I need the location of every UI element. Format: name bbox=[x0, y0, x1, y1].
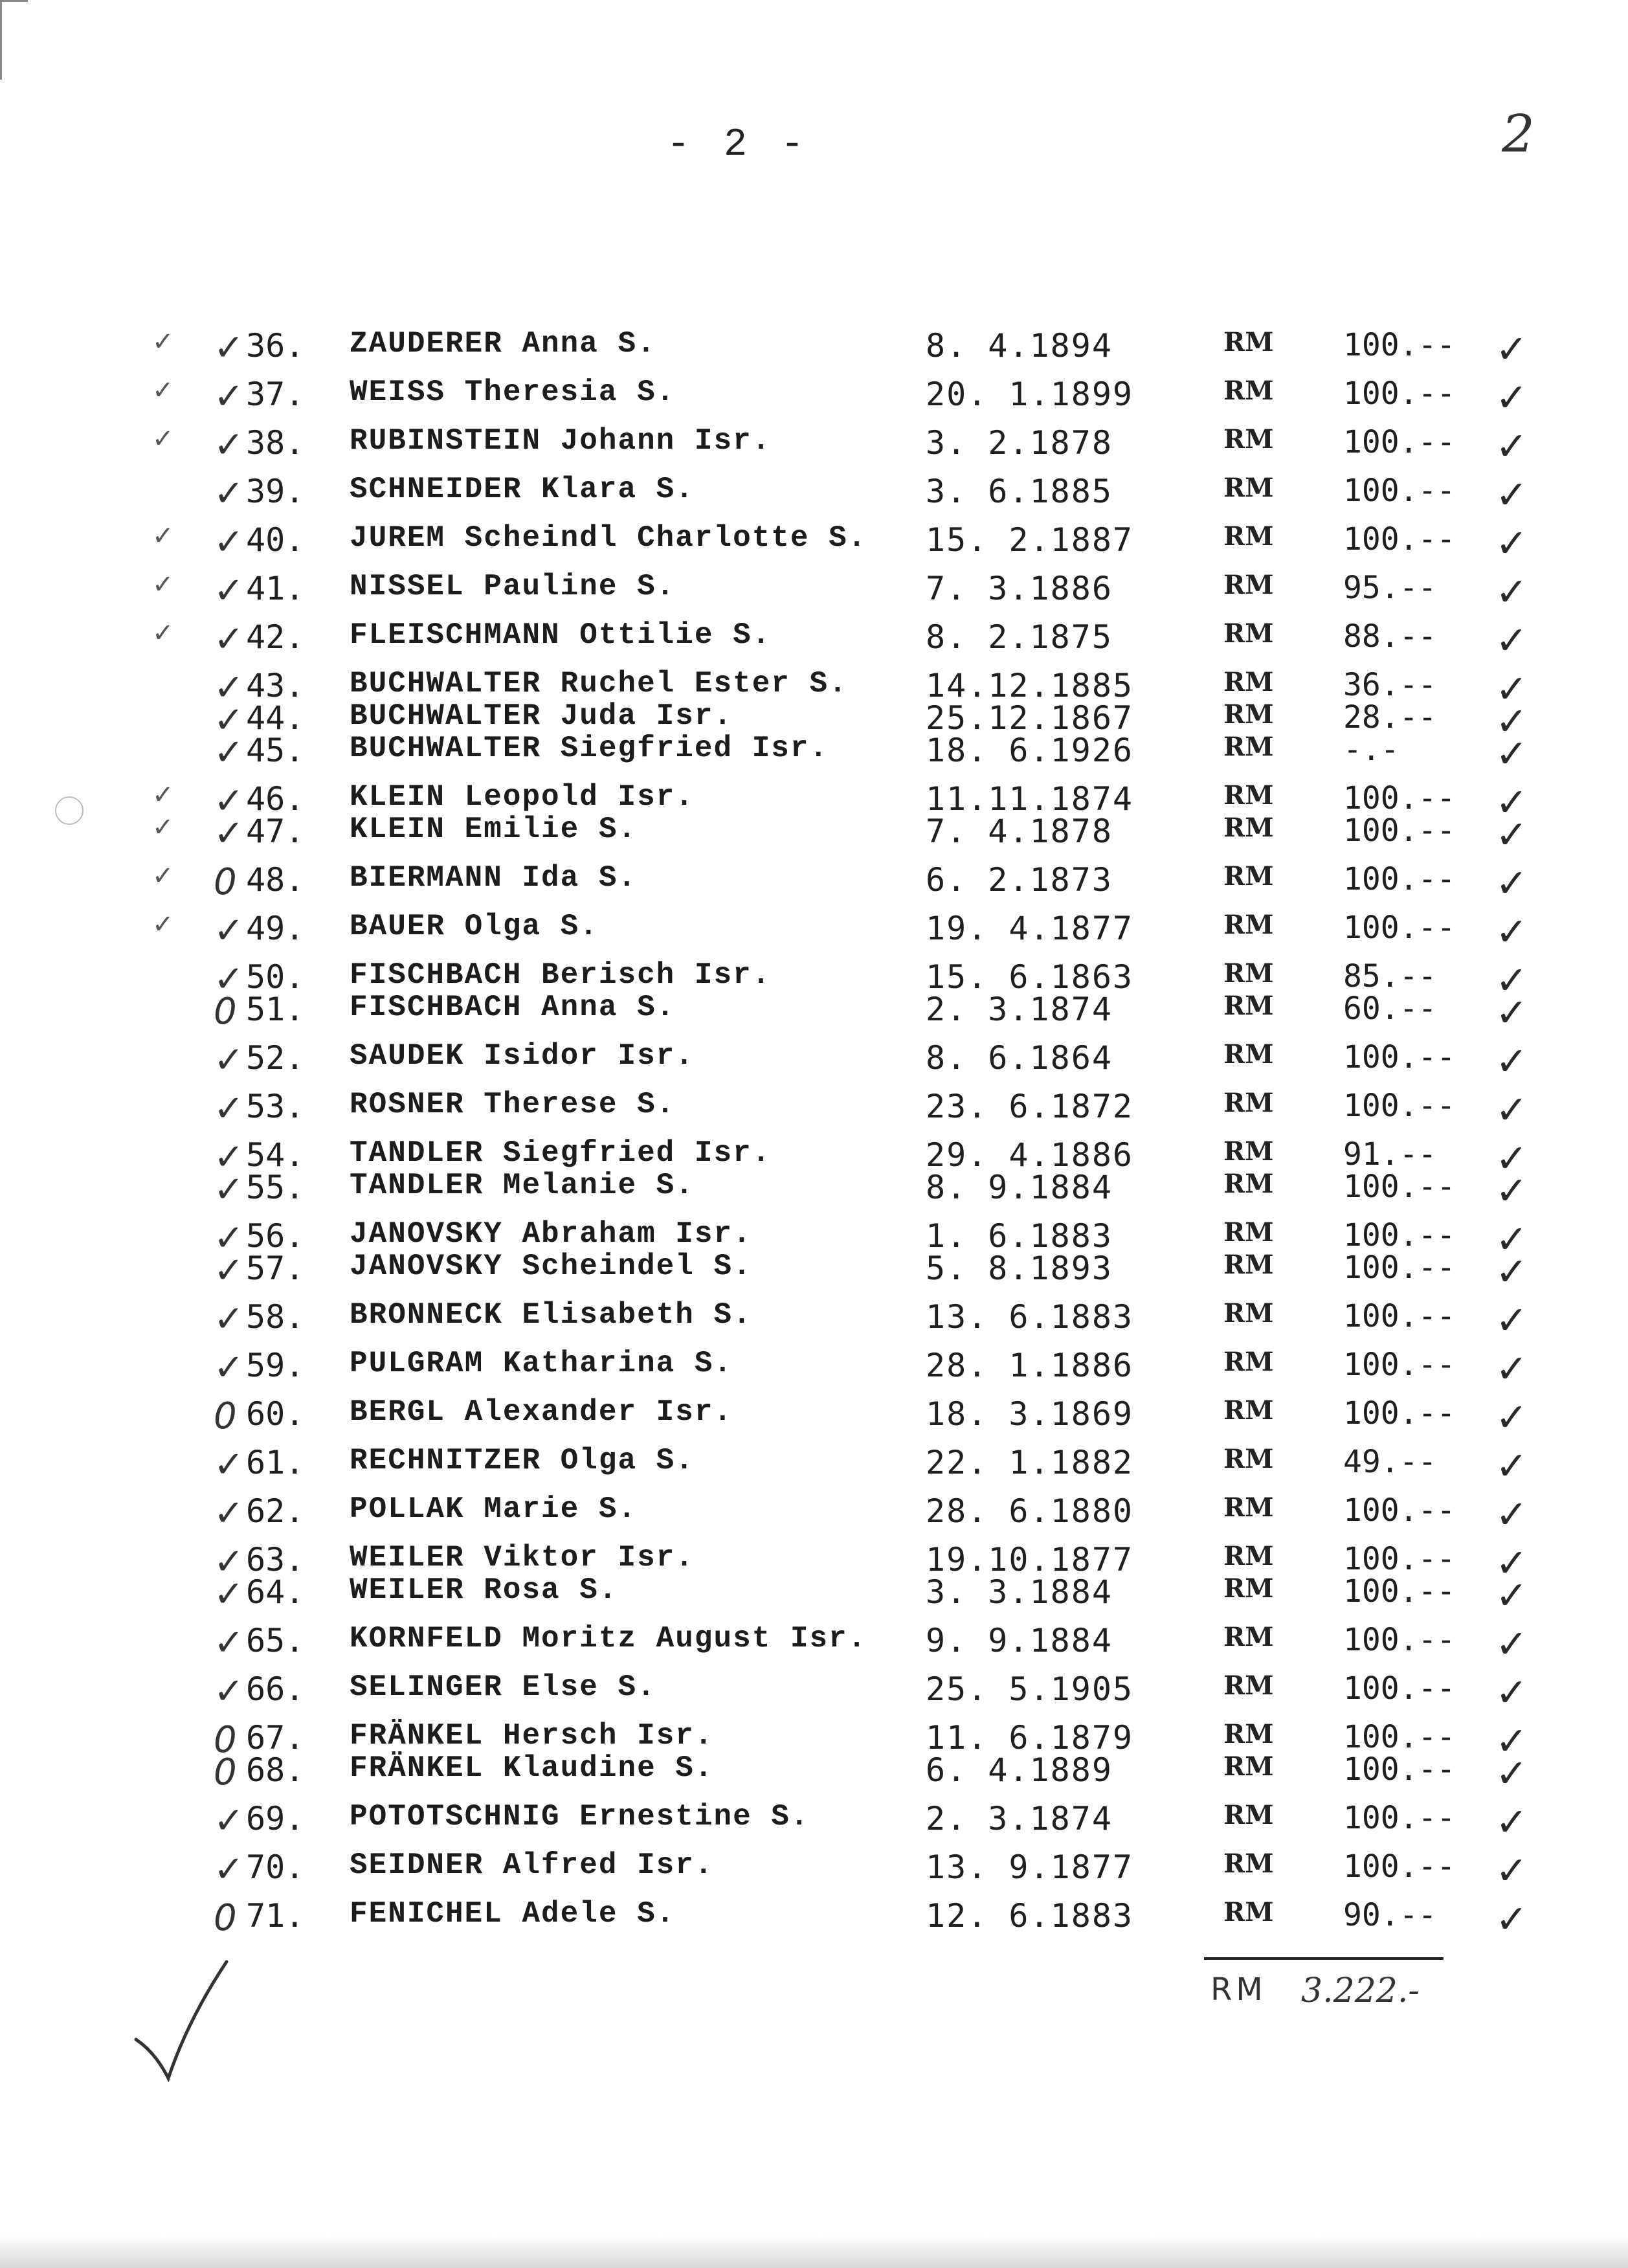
paper-bottom-edge bbox=[0, 2236, 1628, 2268]
entry-number: 70. bbox=[246, 1848, 305, 1886]
page-number: - 2 - bbox=[667, 123, 810, 167]
currency: RM bbox=[1223, 376, 1274, 406]
currency: RM bbox=[1223, 570, 1274, 600]
birth-date: 22. 1.1882 bbox=[926, 1444, 1134, 1481]
entry-number: 71. bbox=[246, 1897, 305, 1935]
entry-number: 42. bbox=[246, 618, 305, 656]
entry-number: 58. bbox=[246, 1298, 305, 1336]
entry-number: 63. bbox=[246, 1541, 305, 1578]
tally-mark: ✓ bbox=[214, 1800, 244, 1842]
entry-number: 64. bbox=[246, 1573, 305, 1611]
birth-date: 18. 3.1869 bbox=[926, 1395, 1134, 1433]
currency: RM bbox=[1223, 1897, 1274, 1927]
currency: RM bbox=[1223, 958, 1274, 989]
check-icon: ✓ bbox=[1495, 1719, 1528, 1764]
person-name: BERGL Alexander Isr. bbox=[350, 1395, 733, 1429]
tally-mark: ✓ bbox=[214, 570, 244, 612]
amount: 100.-- bbox=[1343, 1622, 1456, 1658]
tally-mark: ✓ bbox=[214, 1541, 244, 1583]
birth-date: 11. 6.1879 bbox=[926, 1719, 1134, 1757]
margin-check-icon: ✓ bbox=[152, 910, 174, 939]
person-name: WEISS Theresia S. bbox=[350, 376, 676, 409]
check-icon: ✓ bbox=[1495, 376, 1528, 421]
birth-date: 6. 4.1889 bbox=[926, 1751, 1113, 1789]
check-icon: ✓ bbox=[1495, 667, 1528, 712]
list-item bbox=[0, 1622, 1628, 1667]
birth-date: 7. 4.1878 bbox=[926, 813, 1113, 850]
person-name: SELINGER Else S. bbox=[350, 1670, 656, 1704]
check-icon: ✓ bbox=[1495, 618, 1528, 664]
tally-mark: 0 bbox=[214, 991, 237, 1033]
person-name: NISSEL Pauline S. bbox=[350, 570, 676, 603]
entry-number: 51. bbox=[246, 991, 305, 1028]
check-icon: ✓ bbox=[1495, 1395, 1528, 1441]
birth-date: 20. 1.1899 bbox=[926, 376, 1134, 413]
currency: RM bbox=[1223, 1250, 1274, 1280]
tally-mark: ✓ bbox=[214, 1347, 244, 1389]
tally-mark: ✓ bbox=[214, 424, 244, 466]
check-icon: ✓ bbox=[1495, 1347, 1528, 1392]
margin-check-icon: ✓ bbox=[152, 780, 174, 810]
tally-mark: ✓ bbox=[214, 732, 244, 774]
person-name: FLEISCHMANN Ottilie S. bbox=[350, 618, 772, 652]
check-icon: ✓ bbox=[1495, 473, 1528, 518]
currency: RM bbox=[1223, 667, 1274, 697]
check-icon: ✓ bbox=[1495, 327, 1528, 372]
person-name: SAUDEK Isidor Isr. bbox=[350, 1039, 695, 1073]
tally-mark: ✓ bbox=[214, 473, 244, 515]
birth-date: 2. 3.1874 bbox=[926, 1800, 1113, 1837]
birth-date: 8. 2.1875 bbox=[926, 618, 1113, 656]
person-name: BUCHWALTER Siegfried Isr. bbox=[350, 732, 829, 765]
check-icon: ✓ bbox=[1495, 1897, 1528, 1942]
list-item bbox=[0, 1347, 1628, 1392]
entry-number: 45. bbox=[246, 732, 305, 769]
currency: RM bbox=[1223, 1136, 1274, 1167]
tally-mark: ✓ bbox=[214, 1492, 244, 1534]
person-name: KLEIN Leopold Isr. bbox=[350, 780, 695, 814]
tally-mark: 0 bbox=[214, 1751, 237, 1793]
handwritten-page-number: 2 bbox=[1502, 104, 1535, 164]
birth-date: 9. 9.1884 bbox=[926, 1622, 1113, 1659]
list-item bbox=[0, 1492, 1628, 1538]
amount: 100.-- bbox=[1343, 1670, 1456, 1707]
entry-number: 40. bbox=[246, 521, 305, 559]
currency: RM bbox=[1223, 521, 1274, 552]
birth-date: 3. 3.1884 bbox=[926, 1573, 1113, 1611]
entry-number: 38. bbox=[246, 424, 305, 462]
list-item bbox=[0, 991, 1628, 1036]
person-name: KORNFELD Moritz August Isr. bbox=[350, 1622, 867, 1656]
amount: 100.-- bbox=[1343, 1800, 1456, 1836]
currency: RM bbox=[1223, 1347, 1274, 1377]
entry-number: 39. bbox=[246, 473, 305, 510]
tally-mark: ✓ bbox=[214, 1848, 244, 1891]
amount: 100.-- bbox=[1343, 1848, 1456, 1885]
person-name: JANOVSKY Scheindel S. bbox=[350, 1250, 752, 1283]
amount: 91.-- bbox=[1343, 1136, 1437, 1173]
person-name: ROSNER Therese S. bbox=[350, 1088, 676, 1121]
person-name: POLLAK Marie S. bbox=[350, 1492, 638, 1526]
list-item bbox=[0, 1848, 1628, 1894]
check-icon: ✓ bbox=[1495, 699, 1528, 745]
amount: 95.-- bbox=[1343, 570, 1437, 606]
check-icon: ✓ bbox=[1495, 1039, 1528, 1084]
margin-check-icon: ✓ bbox=[152, 570, 174, 600]
entry-number: 41. bbox=[246, 570, 305, 607]
birth-date: 13. 9.1877 bbox=[926, 1848, 1134, 1886]
check-icon: ✓ bbox=[1495, 861, 1528, 906]
amount: 100.-- bbox=[1343, 327, 1456, 363]
person-name: RUBINSTEIN Johann Isr. bbox=[350, 424, 772, 458]
list-item bbox=[0, 1250, 1628, 1295]
tally-mark: ✓ bbox=[214, 521, 244, 563]
entry-number: 53. bbox=[246, 1088, 305, 1125]
amount: 100.-- bbox=[1343, 521, 1456, 557]
list-item bbox=[0, 1039, 1628, 1084]
tally-mark: ✓ bbox=[214, 1136, 244, 1178]
currency: RM bbox=[1223, 1039, 1274, 1070]
currency: RM bbox=[1223, 473, 1274, 503]
margin-check-icon: ✓ bbox=[152, 813, 174, 842]
check-icon: ✓ bbox=[1495, 521, 1528, 567]
person-name: WEILER Viktor Isr. bbox=[350, 1541, 695, 1575]
currency: RM bbox=[1223, 1573, 1274, 1604]
entry-number: 69. bbox=[246, 1800, 305, 1837]
list-item bbox=[0, 473, 1628, 518]
list-item bbox=[0, 1897, 1628, 1942]
check-icon: ✓ bbox=[1495, 1136, 1528, 1182]
margin-check-icon: ✓ bbox=[152, 424, 174, 454]
birth-date: 2. 3.1874 bbox=[926, 991, 1113, 1028]
currency: RM bbox=[1223, 1751, 1274, 1782]
currency: RM bbox=[1223, 1719, 1274, 1749]
tally-mark: 0 bbox=[214, 861, 237, 903]
list-item bbox=[0, 861, 1628, 906]
check-icon: ✓ bbox=[1495, 1800, 1528, 1845]
amount: 100.-- bbox=[1343, 1088, 1456, 1124]
list-item bbox=[0, 424, 1628, 469]
currency: RM bbox=[1223, 1848, 1274, 1879]
check-icon: ✓ bbox=[1495, 1573, 1528, 1619]
amount: 100.-- bbox=[1343, 1573, 1456, 1610]
currency: RM bbox=[1223, 1541, 1274, 1571]
amount: 88.-- bbox=[1343, 618, 1437, 655]
amount: 100.-- bbox=[1343, 424, 1456, 460]
currency: RM bbox=[1223, 991, 1274, 1021]
list-item bbox=[0, 1169, 1628, 1214]
birth-date: 13. 6.1883 bbox=[926, 1298, 1134, 1336]
entry-number: 43. bbox=[246, 667, 305, 704]
check-icon: ✓ bbox=[1495, 991, 1528, 1036]
entry-number: 46. bbox=[246, 780, 305, 818]
entry-number: 47. bbox=[246, 813, 305, 850]
person-name: TANDLER Melanie S. bbox=[350, 1169, 695, 1202]
person-name: FRÄNKEL Klaudine S. bbox=[350, 1751, 714, 1785]
check-icon: ✓ bbox=[1495, 958, 1528, 1004]
check-icon: ✓ bbox=[1495, 1622, 1528, 1667]
birth-date: 8. 6.1864 bbox=[926, 1039, 1113, 1077]
currency: RM bbox=[1223, 1622, 1274, 1652]
entry-number: 44. bbox=[246, 699, 305, 737]
amount: 60.-- bbox=[1343, 991, 1437, 1027]
tally-mark: 0 bbox=[214, 1897, 237, 1939]
amount: 100.-- bbox=[1343, 861, 1456, 897]
check-icon: ✓ bbox=[1495, 1848, 1528, 1894]
currency: RM bbox=[1223, 424, 1274, 455]
list-item bbox=[0, 813, 1628, 858]
tally-mark: ✓ bbox=[214, 1169, 244, 1211]
entry-number: 50. bbox=[246, 958, 305, 996]
tally-mark: ✓ bbox=[214, 327, 244, 369]
birth-date: 28. 1.1886 bbox=[926, 1347, 1134, 1384]
tally-mark: ✓ bbox=[214, 699, 244, 741]
tally-mark: ✓ bbox=[214, 813, 244, 855]
person-name: SCHNEIDER Klara S. bbox=[350, 473, 695, 506]
birth-date: 6. 2.1873 bbox=[926, 861, 1113, 899]
margin-check-icon: ✓ bbox=[152, 861, 174, 891]
entry-number: 57. bbox=[246, 1250, 305, 1287]
currency: RM bbox=[1223, 861, 1274, 892]
entry-number: 67. bbox=[246, 1719, 305, 1757]
currency: RM bbox=[1223, 732, 1274, 762]
person-name: FENICHEL Adele S. bbox=[350, 1897, 676, 1931]
birth-date: 7. 3.1886 bbox=[926, 570, 1113, 607]
person-name: BUCHWALTER Juda Isr. bbox=[350, 699, 733, 733]
currency: RM bbox=[1223, 1298, 1274, 1329]
list-item bbox=[0, 1670, 1628, 1716]
currency: RM bbox=[1223, 1217, 1274, 1248]
entry-number: 65. bbox=[246, 1622, 305, 1659]
check-icon: ✓ bbox=[1495, 570, 1528, 615]
currency: RM bbox=[1223, 910, 1274, 940]
entry-number: 68. bbox=[246, 1751, 305, 1789]
amount: 100.-- bbox=[1343, 1492, 1456, 1529]
currency: RM bbox=[1223, 699, 1274, 730]
person-name: BUCHWALTER Ruchel Ester S. bbox=[350, 667, 848, 701]
tally-mark: 0 bbox=[214, 1395, 237, 1437]
birth-date: 18. 6.1926 bbox=[926, 732, 1134, 769]
birth-date: 19.10.1877 bbox=[926, 1541, 1134, 1578]
list-item bbox=[0, 1751, 1628, 1797]
tally-mark: ✓ bbox=[214, 1039, 244, 1081]
check-icon: ✓ bbox=[1495, 732, 1528, 777]
list-item bbox=[0, 376, 1628, 421]
tally-mark: ✓ bbox=[214, 1573, 244, 1615]
total-rule bbox=[1204, 1957, 1444, 1960]
person-name: BIERMANN Ida S. bbox=[350, 861, 638, 895]
margin-check-icon: ✓ bbox=[152, 327, 174, 357]
list-item bbox=[0, 910, 1628, 955]
amount: 100.-- bbox=[1343, 813, 1456, 849]
person-name: POTOTSCHNIG Ernestine S. bbox=[350, 1800, 810, 1834]
amount: 36.-- bbox=[1343, 667, 1437, 703]
list-item bbox=[0, 521, 1628, 567]
birth-date: 8. 4.1894 bbox=[926, 327, 1113, 365]
birth-date: 25. 5.1905 bbox=[926, 1670, 1134, 1708]
birth-date: 28. 6.1880 bbox=[926, 1492, 1134, 1530]
entry-number: 62. bbox=[246, 1492, 305, 1530]
amount: 100.-- bbox=[1343, 910, 1456, 946]
person-name: JUREM Scheindl Charlotte S. bbox=[350, 521, 867, 555]
birth-date: 1. 6.1883 bbox=[926, 1217, 1113, 1255]
check-icon: ✓ bbox=[1495, 1088, 1528, 1133]
person-name: SEIDNER Alfred Isr. bbox=[350, 1848, 714, 1882]
tally-mark: ✓ bbox=[214, 667, 244, 709]
person-name: ZAUDERER Anna S. bbox=[350, 327, 656, 361]
amount: 100.-- bbox=[1343, 1039, 1456, 1075]
amount: 100.-- bbox=[1343, 1250, 1456, 1286]
person-name: KLEIN Emilie S. bbox=[350, 813, 638, 846]
check-icon: ✓ bbox=[1495, 1298, 1528, 1343]
total-currency: RM bbox=[1210, 1971, 1267, 2008]
check-icon: ✓ bbox=[1495, 1541, 1528, 1586]
tally-mark: ✓ bbox=[214, 958, 244, 1000]
birth-date: 15. 6.1863 bbox=[926, 958, 1134, 996]
margin-check-icon: ✓ bbox=[152, 618, 174, 648]
birth-date: 15. 2.1887 bbox=[926, 521, 1134, 559]
check-icon: ✓ bbox=[1495, 1751, 1528, 1797]
list-item bbox=[0, 1573, 1628, 1619]
entry-number: 60. bbox=[246, 1395, 305, 1433]
entry-number: 36. bbox=[246, 327, 305, 365]
currency: RM bbox=[1223, 1395, 1274, 1426]
amount: 90.-- bbox=[1343, 1897, 1437, 1933]
tally-mark: ✓ bbox=[214, 376, 244, 418]
amount: 100.-- bbox=[1343, 1217, 1456, 1253]
tally-mark: ✓ bbox=[214, 618, 244, 660]
tally-mark: ✓ bbox=[214, 1250, 244, 1292]
person-name: PULGRAM Katharina S. bbox=[350, 1347, 733, 1380]
check-icon: ✓ bbox=[1495, 424, 1528, 469]
list-item bbox=[0, 732, 1628, 777]
list-item bbox=[0, 1088, 1628, 1133]
currency: RM bbox=[1223, 1492, 1274, 1523]
tally-mark: ✓ bbox=[214, 1298, 244, 1340]
entry-number: 37. bbox=[246, 376, 305, 413]
birth-date: 12. 6.1883 bbox=[926, 1897, 1134, 1935]
amount: 100.-- bbox=[1343, 376, 1456, 412]
person-name: FRÄNKEL Hersch Isr. bbox=[350, 1719, 714, 1753]
birth-date: 29. 4.1886 bbox=[926, 1136, 1134, 1174]
total-amount: 3.222.- bbox=[1301, 1971, 1420, 2010]
margin-check-icon: ✓ bbox=[152, 521, 174, 551]
amount: 100.-- bbox=[1343, 1751, 1456, 1788]
birth-date: 5. 8.1893 bbox=[926, 1250, 1113, 1287]
amount: 100.-- bbox=[1343, 1298, 1456, 1334]
amount: -.- bbox=[1343, 732, 1399, 768]
entry-number: 56. bbox=[246, 1217, 305, 1255]
currency: RM bbox=[1223, 1800, 1274, 1830]
person-name: JANOVSKY Abraham Isr. bbox=[350, 1217, 752, 1251]
list-item bbox=[0, 1444, 1628, 1489]
person-name: TANDLER Siegfried Isr. bbox=[350, 1136, 772, 1170]
tally-mark: ✓ bbox=[214, 1670, 244, 1712]
amount: 100.-- bbox=[1343, 1169, 1456, 1205]
currency: RM bbox=[1223, 780, 1274, 811]
person-name: BRONNECK Elisabeth S. bbox=[350, 1298, 752, 1332]
entry-number: 59. bbox=[246, 1347, 305, 1384]
entry-number: 48. bbox=[246, 861, 305, 899]
amount: 85.-- bbox=[1343, 958, 1437, 994]
check-icon: ✓ bbox=[1495, 780, 1528, 825]
birth-date: 25.12.1867 bbox=[926, 699, 1134, 737]
currency: RM bbox=[1223, 813, 1274, 843]
list-item bbox=[0, 618, 1628, 664]
person-name: RECHNITZER Olga S. bbox=[350, 1444, 695, 1477]
tally-mark: 0 bbox=[214, 1719, 237, 1761]
check-icon: ✓ bbox=[1495, 910, 1528, 955]
birth-date: 19. 4.1877 bbox=[926, 910, 1134, 947]
currency: RM bbox=[1223, 1670, 1274, 1701]
entry-number: 49. bbox=[246, 910, 305, 947]
tally-mark: ✓ bbox=[214, 1088, 244, 1130]
birth-date: 11.11.1874 bbox=[926, 780, 1134, 818]
birth-date: 8. 9.1884 bbox=[926, 1169, 1113, 1206]
tally-mark: ✓ bbox=[214, 1217, 244, 1259]
list-item bbox=[0, 1800, 1628, 1845]
amount: 100.-- bbox=[1343, 1347, 1456, 1383]
tally-mark: ✓ bbox=[214, 910, 244, 952]
check-icon: ✓ bbox=[1495, 813, 1528, 858]
entry-number: 66. bbox=[246, 1670, 305, 1708]
amount: 100.-- bbox=[1343, 1719, 1456, 1755]
amount: 100.-- bbox=[1343, 473, 1456, 509]
amount: 28.-- bbox=[1343, 699, 1437, 735]
birth-date: 3. 2.1878 bbox=[926, 424, 1113, 462]
check-icon: ✓ bbox=[1495, 1169, 1528, 1214]
entry-number: 52. bbox=[246, 1039, 305, 1077]
tally-mark: ✓ bbox=[214, 780, 244, 822]
amount: 100.-- bbox=[1343, 1541, 1456, 1577]
check-icon: ✓ bbox=[1495, 1444, 1528, 1489]
margin-check-icon: ✓ bbox=[152, 376, 174, 405]
tally-mark: ✓ bbox=[214, 1444, 244, 1486]
list-item bbox=[0, 327, 1628, 372]
currency: RM bbox=[1223, 327, 1274, 357]
person-name: WEILER Rosa S. bbox=[350, 1573, 618, 1607]
currency: RM bbox=[1223, 1169, 1274, 1199]
currency: RM bbox=[1223, 1444, 1274, 1474]
check-icon: ✓ bbox=[1495, 1492, 1528, 1538]
currency: RM bbox=[1223, 618, 1274, 649]
list-item bbox=[0, 1298, 1628, 1343]
birth-date: 14.12.1885 bbox=[926, 667, 1134, 704]
check-icon: ✓ bbox=[1495, 1670, 1528, 1716]
birth-date: 3. 6.1885 bbox=[926, 473, 1113, 510]
list-item bbox=[0, 570, 1628, 615]
currency: RM bbox=[1223, 1088, 1274, 1118]
amount: 49.-- bbox=[1343, 1444, 1437, 1480]
person-name: FISCHBACH Berisch Isr. bbox=[350, 958, 772, 992]
entry-number: 55. bbox=[246, 1169, 305, 1206]
check-icon: ✓ bbox=[1495, 1250, 1528, 1295]
paper-corner-mark bbox=[0, 0, 28, 80]
birth-date: 23. 6.1872 bbox=[926, 1088, 1134, 1125]
entry-number: 54. bbox=[246, 1136, 305, 1174]
amount: 100.-- bbox=[1343, 780, 1456, 816]
person-name: FISCHBACH Anna S. bbox=[350, 991, 676, 1024]
amount: 100.-- bbox=[1343, 1395, 1456, 1432]
tally-mark: ✓ bbox=[214, 1622, 244, 1664]
final-check-icon bbox=[129, 1955, 233, 2085]
list-item bbox=[0, 1395, 1628, 1441]
person-name: BAUER Olga S. bbox=[350, 910, 599, 943]
entry-number: 61. bbox=[246, 1444, 305, 1481]
check-icon: ✓ bbox=[1495, 1217, 1528, 1263]
